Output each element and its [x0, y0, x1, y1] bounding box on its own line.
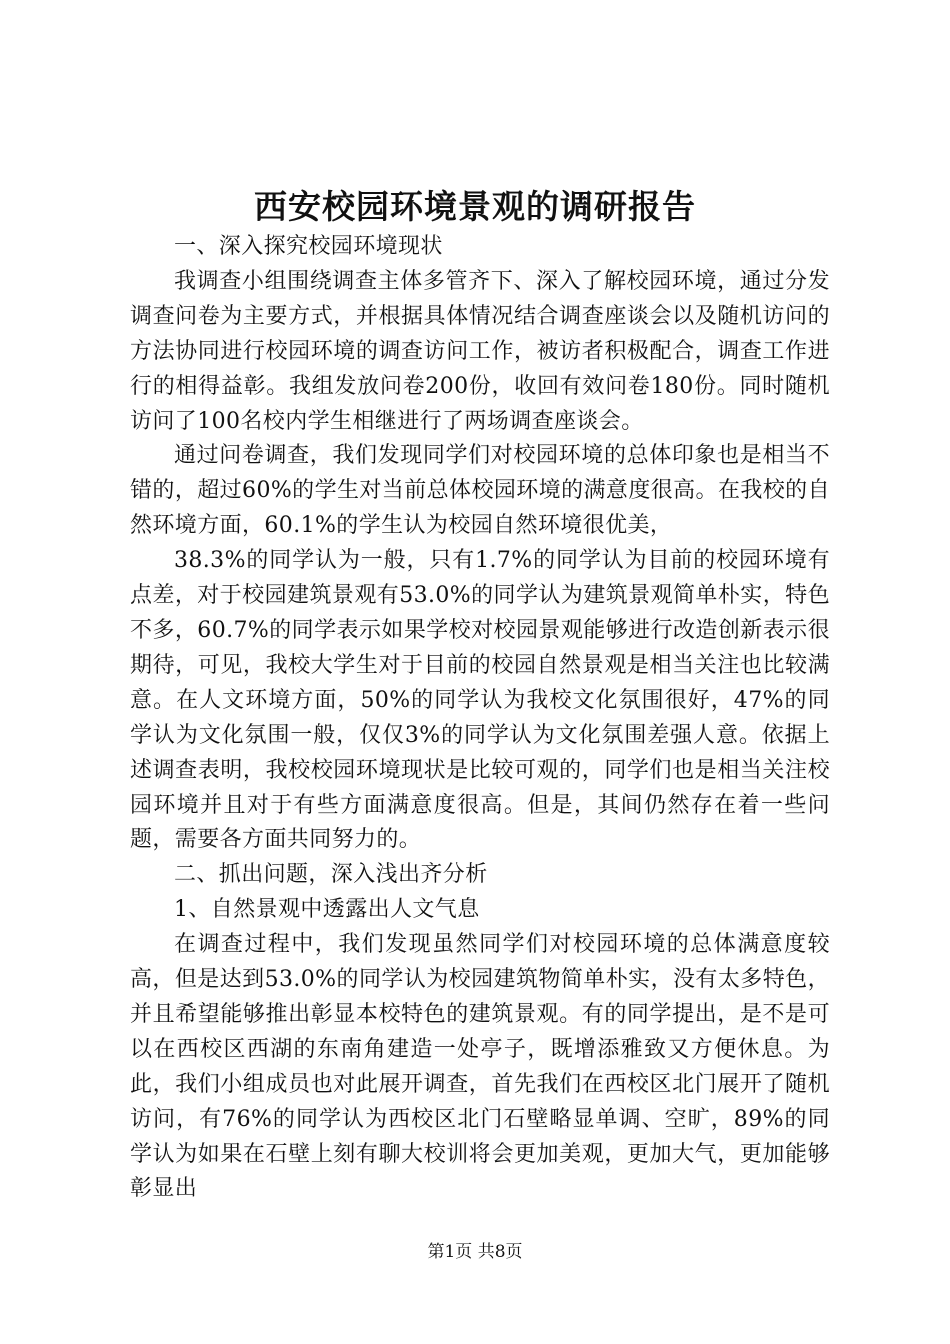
- body-paragraph: 38.3%的同学认为一般，只有1.7%的同学认为目前的校园环境有点差，对于校园建筑景观有53.0%的同学认为建筑景观简单朴实，特色不多，60.7%的同学表示如果学校对校园景观能够进行改造创新表示很期待，可见，我校大学生对于目前的校园自然景观是相当关注也比较满意。在人文环境方面，50%的同学认为我校文化氛围很好，47%的同学认为文化氛围一般，仅仅3%的同学认为文化氛围差强人意。依据上述调查表明，我校校园环境现状是比较可观的，同学们也是相当关注校园环境并且对于有些方面满意度很高。但是，其间仍然存在着一些问题，需要各方面共同努力的。: [130, 548, 830, 853]
- section-heading-2: 二、抓出问题，深入浅出齐分析: [174, 862, 488, 888]
- section-heading-1: 一、深入探究校园环境现状: [174, 234, 443, 259]
- body-paragraph: 我调查小组围绕调查主体多管齐下、深入了解校园环境，通过分发调查问卷为主要方式，并根据具体情况结合调查座谈会以及随机访问的方法协同进行校园环境的调查访问工作，被访者积极配合，调查工作进行的相得益彰。我组发放问卷200份，收回有效问卷180份。同时随机访问了100名校内学生相继进行了两场调查座谈会。: [130, 268, 830, 434]
- body-paragraph: 通过问卷调查，我们发现同学们对校园环境的总体印象也是相当不错的，超过60%的学生对当前总体校园环境的满意度很高。在我校的自然环境方面，60.1%的学生认为校园自然环境很优美，: [130, 443, 830, 539]
- page-footer: 第1页 共8页: [427, 1242, 523, 1262]
- subsection-heading-1: 1、自然景观中透露出人文气息: [174, 897, 480, 923]
- body-paragraph: 在调查过程中，我们发现虽然同学们对校园环境的总体满意度较高，但是达到53.0%的同学认为校园建筑物简单朴实，没有太多特色，并且希望能够推出彰显本校特色的建筑景观。有的同学提出，是不是可以在西校区西湖的东南角建造一处亭子，既增添雅致又方便休息。为此，我们小组成员也对此展开调查，首先我们在西校区北门展开了随机访问，有76%的同学认为西校区北门石壁略显单调、空旷，89%的同学认为如果在石壁上刻有聊大校训将会更加美观，更加大气，更加能够彰显出: [130, 932, 830, 1202]
- document-title: 西安校园环境景观的调研报告: [254, 187, 696, 226]
- document-body: [130, 230, 830, 1207]
